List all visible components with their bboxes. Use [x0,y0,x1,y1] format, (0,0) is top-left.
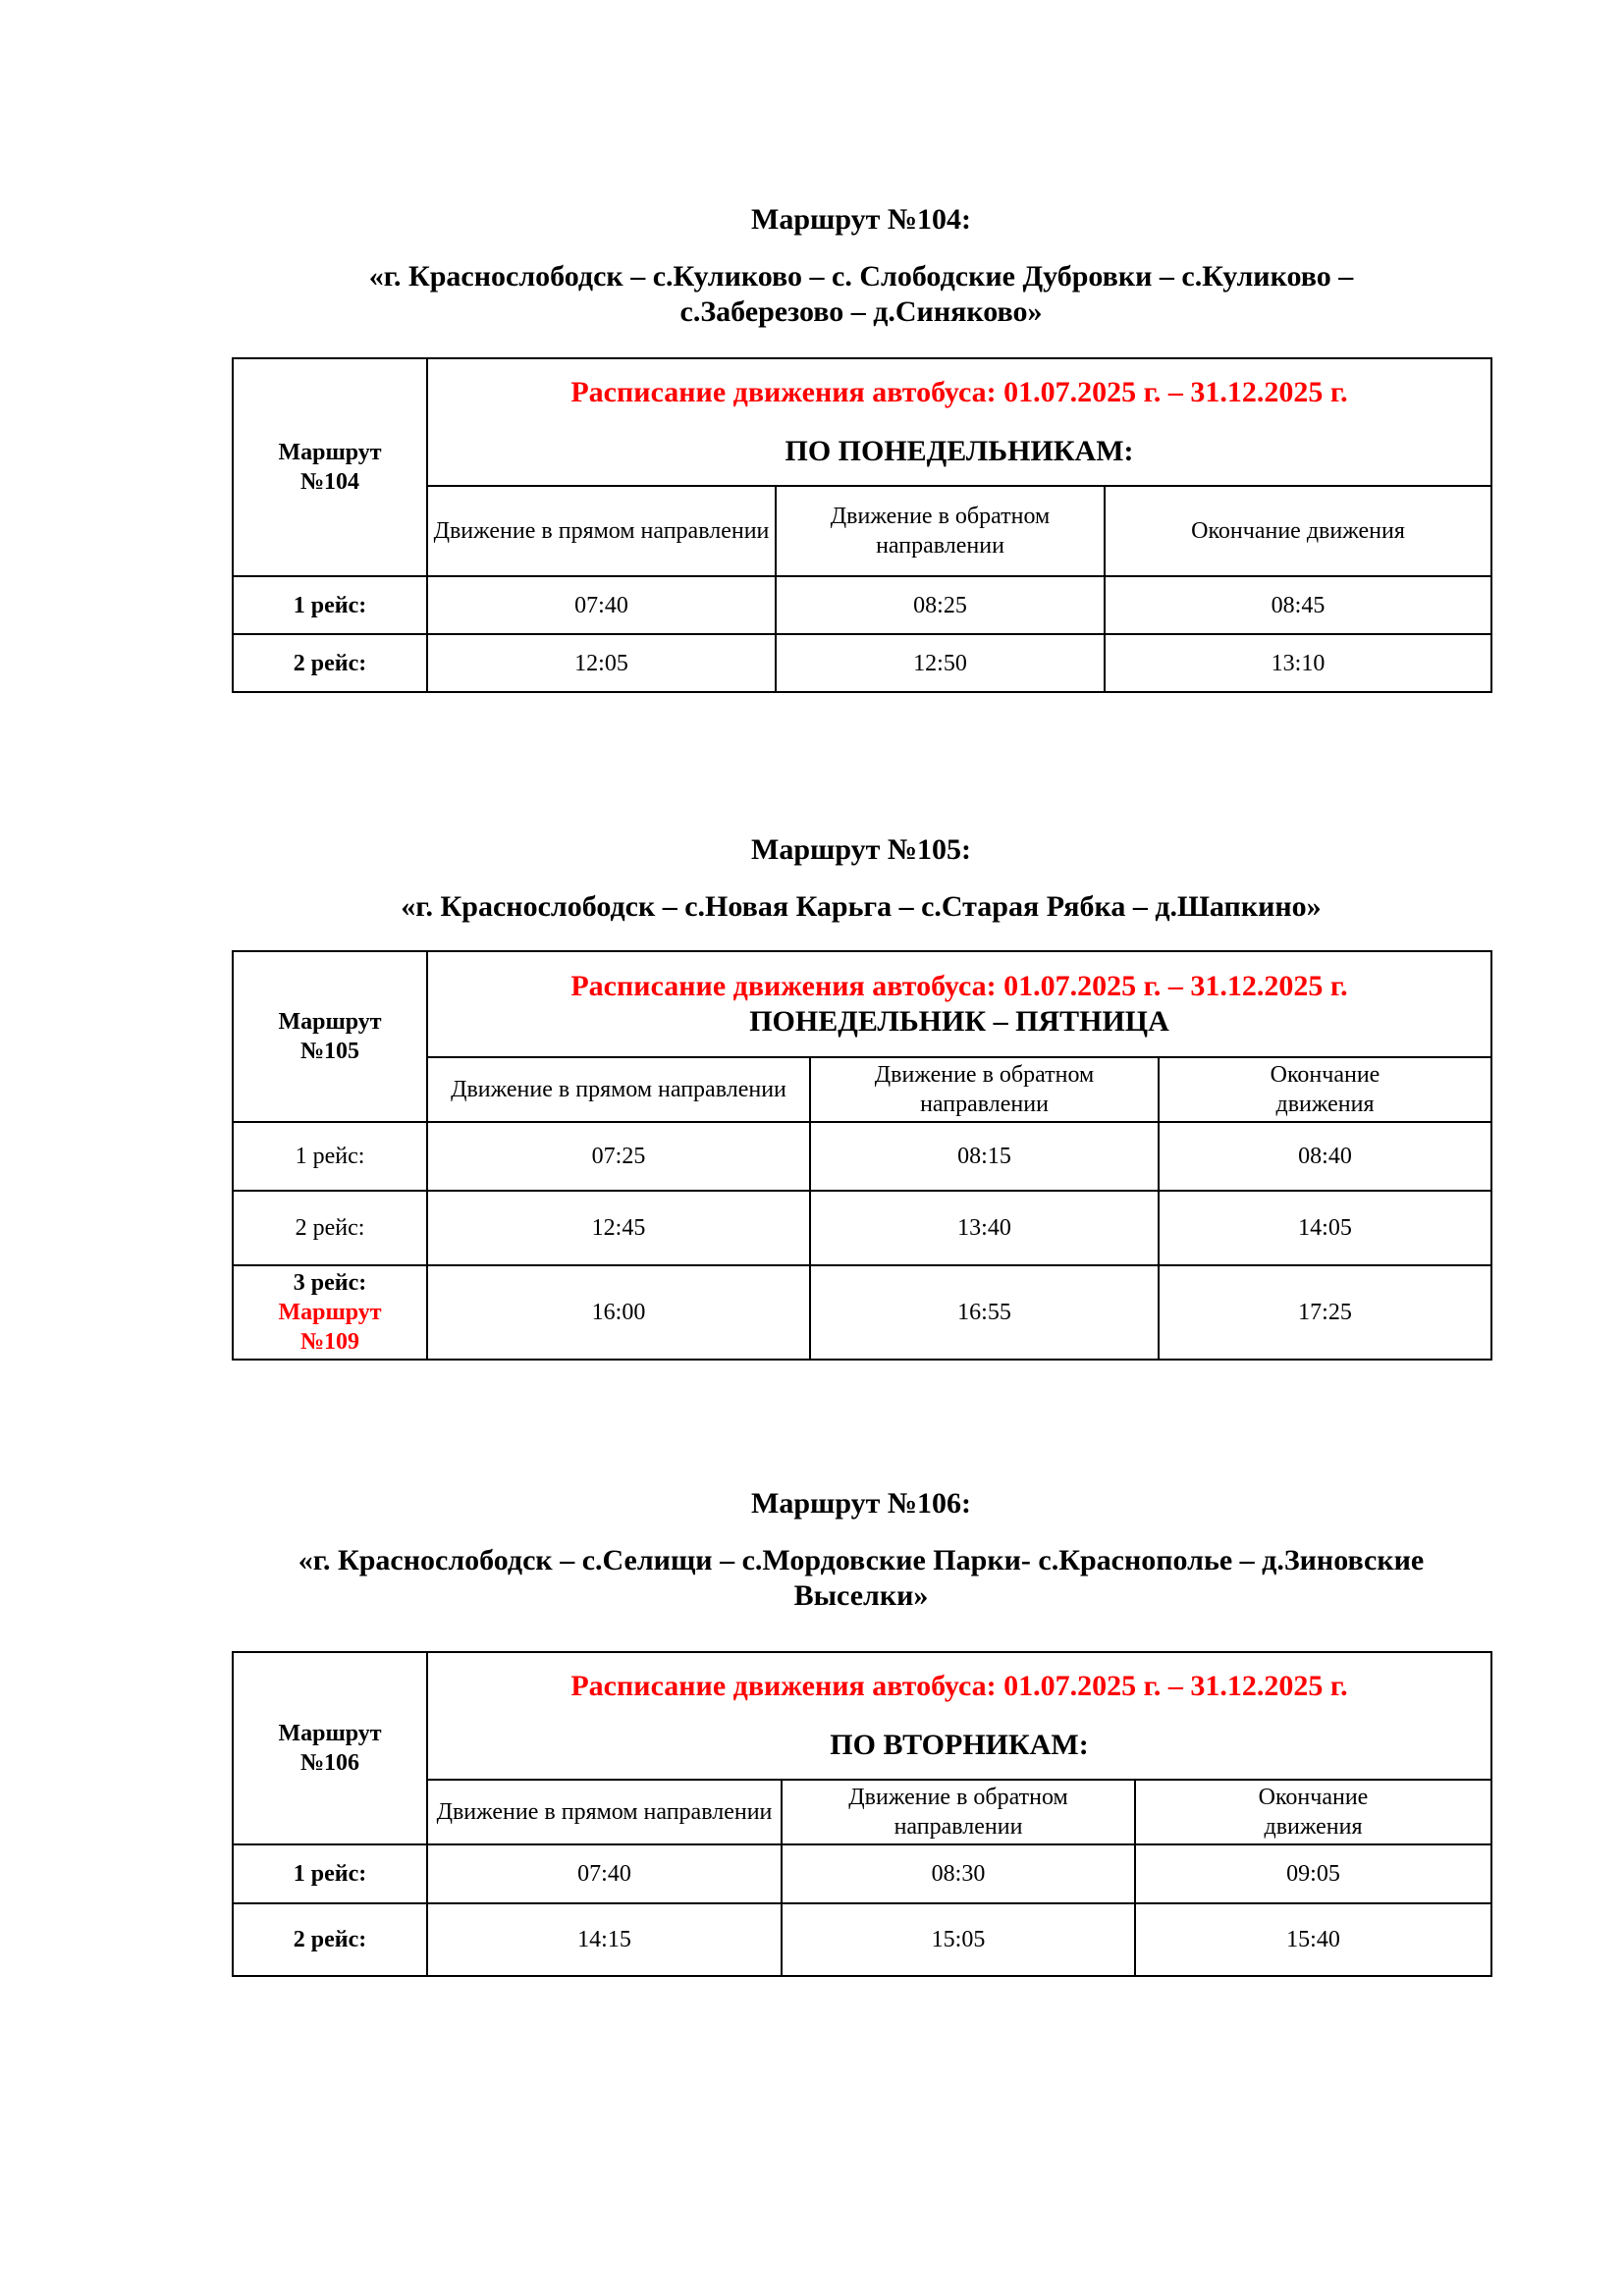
trip-forward: 16:00 [427,1265,810,1360]
trip-backward: 12:50 [776,634,1105,692]
route-106-schedule-title: Расписание движения автобуса: 01.07.2025 г. – 31.12.2025 г. [570,1670,1348,1702]
trip-forward: 12:45 [427,1191,810,1265]
table-row [233,1903,1491,1976]
route-104-table [232,357,1492,693]
table-row [233,1265,1491,1360]
trip-label: 1 рейс: [233,1844,427,1903]
route-106-name-line1: «г. Краснослободск – с.Селищи – с.Мордовские Парки- с.Краснополье – д.Зиновские [298,1544,1425,1576]
trip-note: Маршрут [278,1300,382,1325]
route-105-title: Маршрут №105: [751,833,971,866]
route-105-col-backward: Движение в обратном направлении [810,1057,1159,1122]
trip-backward: 08:30 [782,1844,1135,1903]
route-106-table [232,1651,1492,1977]
route-105-days: ПОНЕДЕЛЬНИК – ПЯТНИЦА [749,1005,1169,1038]
route-104-name [232,259,1490,330]
table-row [233,1191,1491,1265]
trip-label: 2 рейс: [233,634,427,692]
route-105-schedule-head [427,951,1491,1057]
route-106-schedule-head [427,1652,1491,1780]
route-105-table [232,950,1492,1361]
route-105-schedule-title: Расписание движения автобуса: 01.07.2025 г. – 31.12.2025 г. [570,970,1348,1002]
table-row [233,1844,1491,1903]
trip-end: 08:45 [1105,576,1491,634]
trip-end: 17:25 [1159,1265,1491,1360]
route-106-col-backward: Движение в обратном направлении [782,1780,1135,1844]
route-106-days: ПО ВТОРНИКАМ: [830,1729,1089,1761]
route-104-days: ПО ПОНЕДЕЛЬНИКАМ: [785,435,1134,467]
table-row [233,1122,1491,1191]
route-106-col-forward: Движение в прямом направлении [427,1780,782,1844]
trip-backward: 13:40 [810,1191,1159,1265]
trip-end: 14:05 [1159,1191,1491,1265]
route-104-schedule-title: Расписание движения автобуса: 01.07.2025 г. – 31.12.2025 г. [570,376,1348,408]
trip-backward: 15:05 [782,1903,1135,1976]
trip-note: №109 [299,1329,360,1355]
trip-label: 1 рейс: [233,1122,427,1191]
trip-backward: 16:55 [810,1265,1159,1360]
trip-backward: 08:15 [810,1122,1159,1191]
route-104-title: Маршрут №104: [751,203,971,236]
trip-end: 13:10 [1105,634,1491,692]
trip-label: 3 рейс: Маршрут №109 [233,1265,427,1360]
route-104-col-forward: Движение в прямом направлении [427,486,776,576]
route-104-name-line2: с.Заберезово – д.Синяково» [679,295,1043,328]
route-104-cell: Маршрут №104 [233,358,427,576]
trip-end: 09:05 [1135,1844,1491,1903]
route-104-col-end: Окончание движения [1105,486,1491,576]
trip-backward: 08:25 [776,576,1105,634]
route-104-col-backward: Движение в обратном направлении [776,486,1105,576]
trip-end: 08:40 [1159,1122,1491,1191]
trip-label: 2 рейс: [233,1191,427,1265]
trip-forward: 07:25 [427,1122,810,1191]
route-105-name [232,889,1490,925]
route-105-col-forward: Движение в прямом направлении [427,1057,810,1122]
route-104-schedule-head [427,358,1491,486]
route-106-col-end: Окончание движения [1135,1780,1491,1844]
trip-forward: 07:40 [427,576,776,634]
route-105-name-line1: «г. Краснослободск – с.Новая Карьга – с.Старая Рябка – д.Шапкино» [401,890,1322,923]
table-row [233,576,1491,634]
route-105-cell: Маршрут №105 [233,951,427,1122]
route-104-name-line1: «г. Краснослободск – с.Куликово – с. Слободские Дубровки – с.Куликово – [368,260,1354,293]
route-106-name-line2: Выселки» [793,1579,929,1612]
trip-end: 15:40 [1135,1903,1491,1976]
trip-forward: 12:05 [427,634,776,692]
route-105-col-end: Окончание движения [1159,1057,1491,1122]
trip-forward: 14:15 [427,1903,782,1976]
route-106-cell: Маршрут №106 [233,1652,427,1844]
route-106-title: Маршрут №106: [751,1487,971,1520]
trip-label: 2 рейс: [233,1903,427,1976]
table-row [233,634,1491,692]
route-106-name [212,1543,1510,1614]
trip-label: 1 рейс: [233,576,427,634]
trip-forward: 07:40 [427,1844,782,1903]
